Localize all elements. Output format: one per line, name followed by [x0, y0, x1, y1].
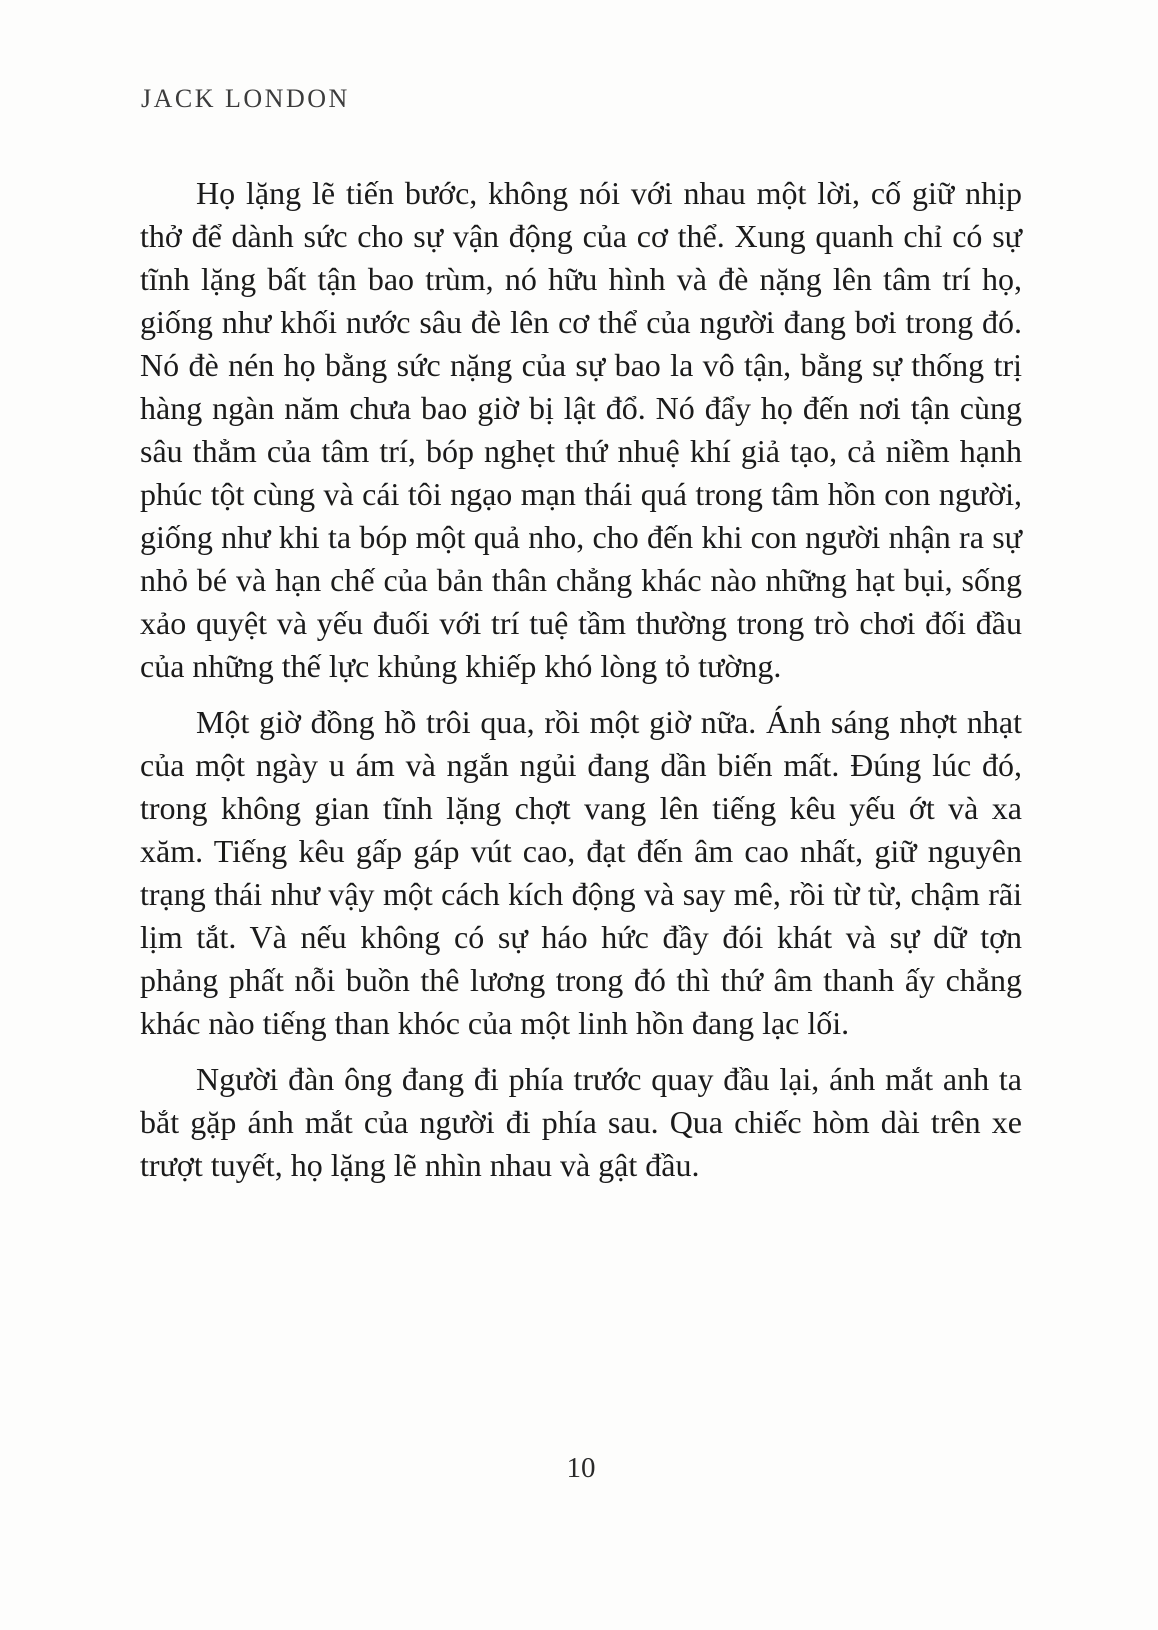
page-number: 10 — [566, 1452, 596, 1484]
paragraph-3: Người đàn ông đang đi phía trước quay đầu lại, ánh mắt anh ta bắt gặp ánh mắt của người đi phía sau. Qua chiếc hòm dài trên xe trượt tuyết, họ lặng lẽ nhìn nhau và gật đầu. — [140, 1061, 1022, 1183]
paragraph-2: Một giờ đồng hồ trôi qua, rồi một giờ nữa. Ánh sáng nhợt nhạt của một ngày u ám và ngắn ngủi đang dần biến mất. Đúng lúc đó, trong không gian tĩnh lặng chợt vang lên tiếng kêu yếu ớt và xa xăm. Tiếng kêu gấp gáp vút cao, đạt đến âm cao nhất, giữ nguyên trạng thái như vậy một cách kích động và say mê, rồi từ từ, chậm rãi lịm tắt. Và nếu không có sự háo hức đầy đói khát và sự dữ tợn phảng phất nỗi buồn thê lương trong đó thì thứ âm thanh ấy chẳng khác nào tiếng than khóc của một linh hồn đang lạc lối. — [140, 704, 1022, 1041]
paragraph-1: Họ lặng lẽ tiến bước, không nói với nhau một lời, cố giữ nhịp thở để dành sức cho sự vận động của cơ thể. Xung quanh chỉ có sự tĩnh lặng bất tận bao trùm, nó hữu hình và đè nặng lên tâm trí họ, giống như khối nước sâu đè lên cơ thể của người đang bơi trong đó. Nó đè nén họ bằng sức nặng của sự bao la vô tận, bằng sự thống trị hàng ngàn năm chưa bao giờ bị lật đổ. Nó đẩy họ đến nơi tận cùng sâu thẳm của tâm trí, bóp nghẹt thứ nhuệ khí giả tạo, cả niềm hạnh phúc tột cùng và cái tôi ngạo mạn thái quá trong tâm hồn con người, giống như khi ta bóp một quả nho, cho đến khi con người nhận ra sự nhỏ bé và hạn chế của bản thân chẳng khác nào những hạt bụi, sống xảo quyệt và yếu đuối với trí tuệ tầm thường trong trò chơi đối đầu của những thế lực khủng khiếp khó lòng tỏ tường. — [140, 175, 1022, 684]
running-header-author: JACK LONDON — [141, 84, 350, 113]
page-body — [140, 172, 1022, 1187]
